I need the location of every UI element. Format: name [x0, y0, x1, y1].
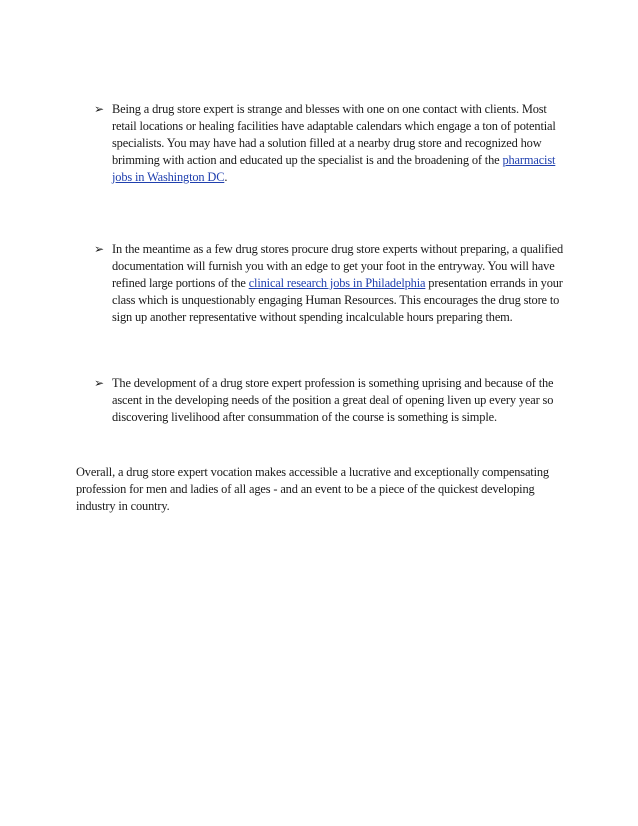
- list-item: [94, 241, 564, 351]
- list-item-text-after: presentation errands in your class which is unquestionably engaging Human Resources. This encourages the drug store to sign up another representative without spending incalculable hours preparing them.: [112, 276, 563, 324]
- list-item-text: [112, 375, 568, 426]
- pharmacist-jobs-link[interactable]: pharmacist jobs in Washington DC: [112, 153, 556, 184]
- arrow-bullet-icon: ➢: [94, 102, 105, 116]
- arrow-bullet-icon: ➢: [94, 376, 105, 390]
- list-item-text-before: Being a drug store expert is strange and blesses with one on one contact with clients. Most retail locations or healing facilities have adaptable calendars which engage a ton of potential specialists. You may have had a solution filled at a nearby drug store and recognized how brimming with action and educated up the specialist is and the broadening of the: [112, 102, 556, 167]
- closing-paragraph: Overall, a drug store expert vocation makes accessible a lucrative and exceptionally compensating profession for men and ladies of all ages - and an event to be a piece of the quickest developing industry in country.: [76, 465, 549, 514]
- list-item-text: [112, 241, 568, 326]
- list-item-text-before: In the meantime as a few drug stores procure drug store experts without preparing, a qualified documentation will furnish you with an edge to get your foot in the entryway. You will have refined large portions of the: [112, 242, 564, 290]
- clinical-research-jobs-link[interactable]: clinical research jobs in Philadelphia: [248, 276, 426, 290]
- list-item-text-before: The development of a drug store expert profession is something uprising and because of the ascent in the developing needs of the position a great deal of opening liven up every year so discovering livelihood after consummation of the course is something is simple.: [112, 376, 554, 424]
- list-item-text-after: .: [224, 170, 228, 184]
- list-item: [94, 375, 564, 431]
- list-item-text: [112, 101, 568, 186]
- arrow-bullet-icon: ➢: [94, 242, 105, 256]
- list-item: [94, 101, 564, 191]
